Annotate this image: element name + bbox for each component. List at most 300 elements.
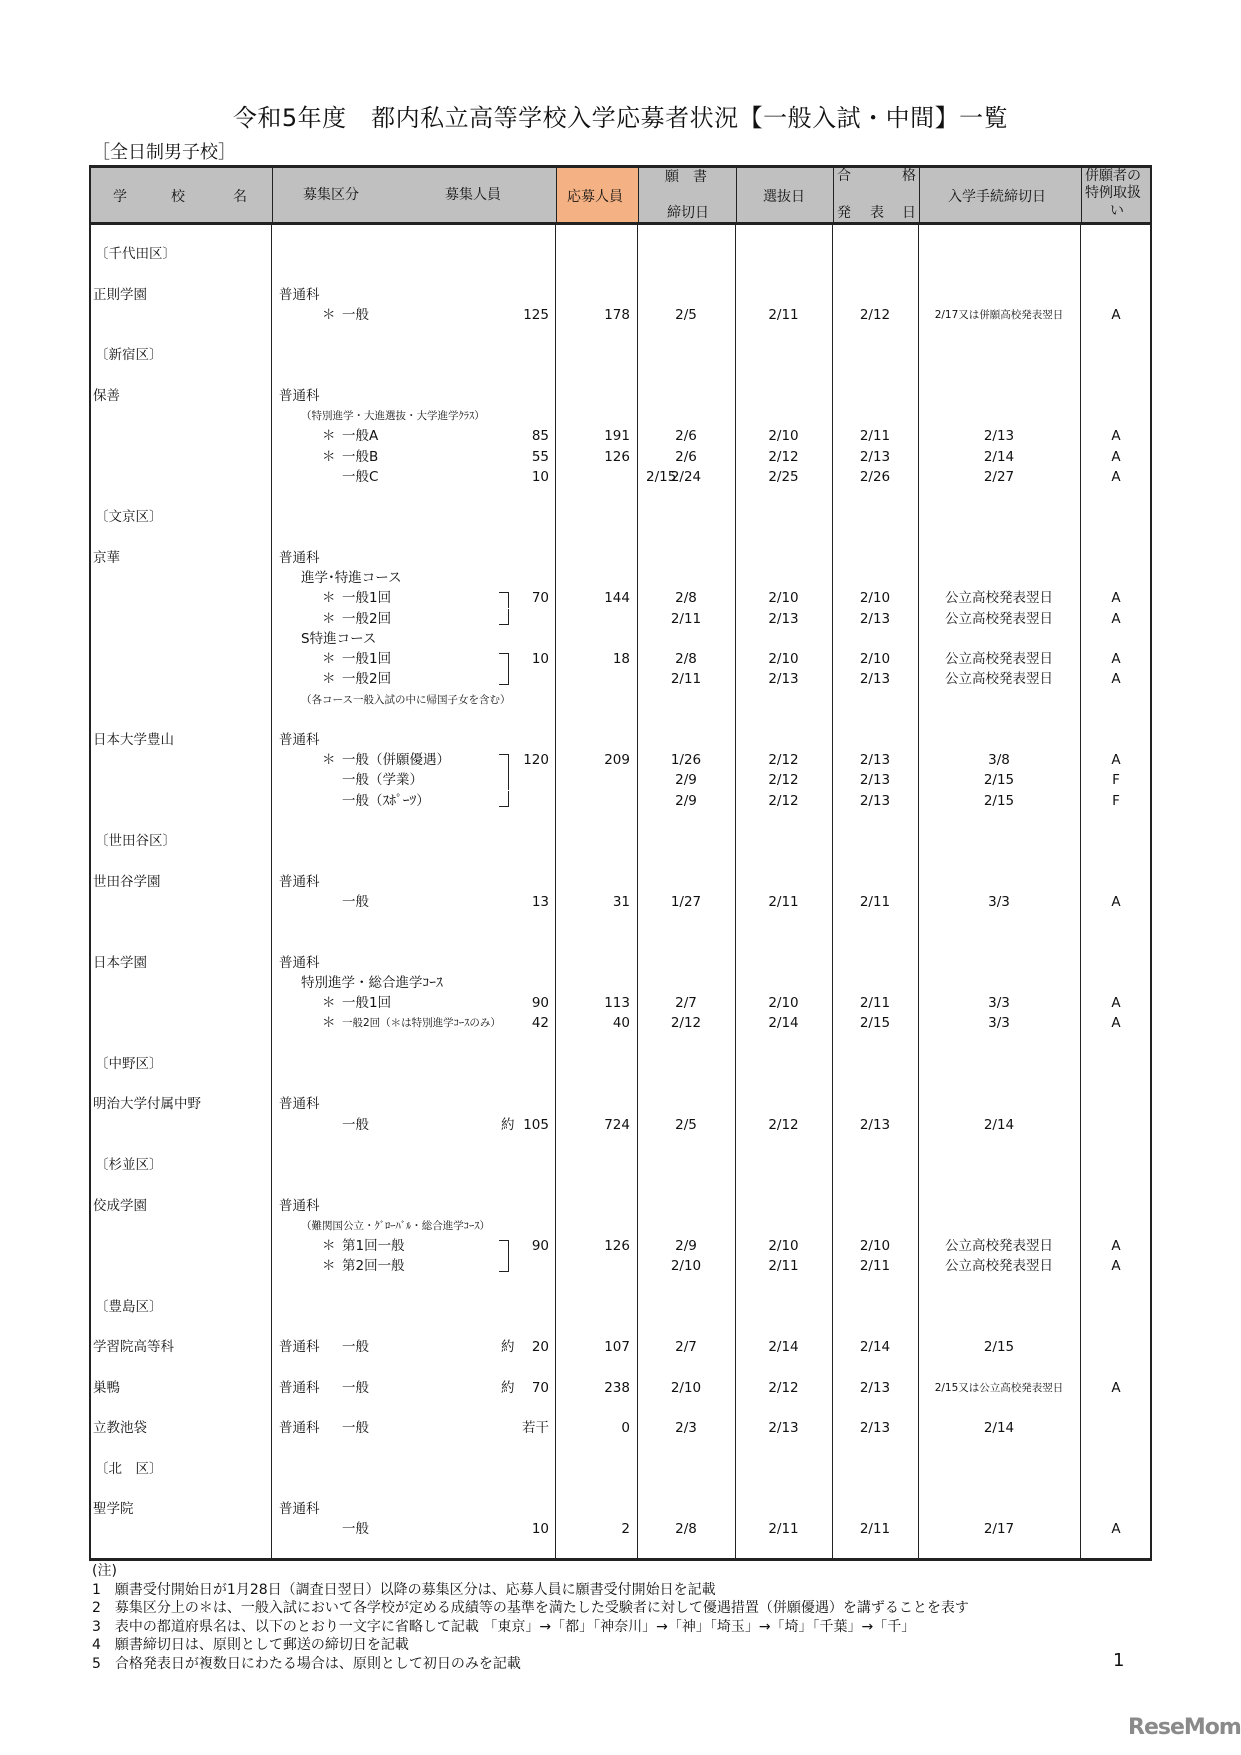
- result-date: 2/13: [859, 671, 891, 688]
- exam-date: 2/14: [768, 1015, 799, 1032]
- capacity-value: 125: [523, 306, 549, 323]
- table-row: [91, 872, 1150, 892]
- special-handling: A: [1111, 893, 1121, 910]
- result-date: 2/11: [859, 1258, 891, 1275]
- procedure-deadline: 公立高校発表翌日: [945, 610, 1053, 627]
- division-item: 一般: [342, 1521, 369, 1538]
- special-handling: A: [1111, 995, 1121, 1012]
- special-handling: A: [1111, 671, 1121, 688]
- header-deadline-1: 願 書: [665, 169, 707, 185]
- table-row-blank: [91, 487, 1150, 507]
- preferential-mark: ＊: [322, 995, 336, 1012]
- table-row: [91, 1115, 1150, 1135]
- exam-date: 2/25: [768, 468, 799, 485]
- approx-mark: 約: [501, 1116, 515, 1133]
- table-row: [91, 568, 1150, 588]
- exam-date: 2/10: [768, 428, 799, 445]
- table-row-blank: [91, 1175, 1150, 1195]
- procedure-deadline: 2/13: [983, 428, 1015, 445]
- deadline-date: 2/10: [670, 1379, 702, 1396]
- applicants-value: 191: [604, 428, 630, 445]
- note-item: 5 合格発表日が複数日にわたる場合は、原則として初日のみを記載: [92, 1655, 521, 1672]
- exam-date: 2/13: [768, 1420, 799, 1437]
- table-row: [91, 973, 1150, 993]
- school-name: 保善: [93, 387, 120, 404]
- table-row: [91, 993, 1150, 1013]
- table-row: [91, 305, 1150, 325]
- table-row: [91, 892, 1150, 912]
- deadline-date: 2/11: [670, 610, 702, 627]
- header-exam-label: 選抜日: [763, 189, 805, 205]
- bracket-line: [499, 1256, 509, 1272]
- capacity-value: 10: [531, 651, 549, 668]
- deadline-date: 2/10: [670, 1258, 702, 1275]
- school-name: 聖学院: [93, 1501, 134, 1518]
- table-row-blank: [91, 1398, 1150, 1418]
- exam-date: 2/10: [768, 590, 799, 607]
- result-date: 2/10: [859, 1238, 891, 1254]
- deadline-date: 2/9: [675, 1238, 697, 1254]
- page-number: 1: [1113, 1650, 1125, 1671]
- table-row-blank: [91, 1357, 1150, 1377]
- result-date: 2/10: [859, 651, 891, 668]
- table-row: [91, 244, 1150, 264]
- table-row: [91, 1378, 1150, 1398]
- applicants-value: 724: [604, 1116, 630, 1133]
- table-row-blank: [91, 932, 1150, 952]
- notes: [92, 1562, 969, 1674]
- applicants-value: 40: [612, 1015, 630, 1032]
- header-procedure-label: 入学手続締切日: [948, 189, 1046, 205]
- result-date: 2/13: [859, 1420, 891, 1437]
- bracket-line: [499, 791, 509, 807]
- deadline-date: 2/9: [675, 772, 697, 789]
- result-date: 2/13: [859, 1379, 891, 1396]
- special-handling: A: [1111, 590, 1121, 607]
- procedure-deadline: 公立高校発表翌日: [945, 1258, 1053, 1275]
- capacity-value: 10: [531, 468, 549, 485]
- result-date: 2/15: [859, 1015, 891, 1032]
- special-handling: A: [1111, 651, 1121, 668]
- course-name: 普通科: [279, 873, 320, 890]
- table-row-blank: [91, 1438, 1150, 1458]
- school-name: 日本学園: [93, 954, 147, 971]
- applicants-value: 178: [604, 306, 630, 323]
- division-item: 一般1回: [342, 651, 392, 668]
- applicants-value: 126: [604, 448, 630, 465]
- preferential-mark: ＊: [322, 590, 336, 607]
- table-row: [91, 588, 1150, 608]
- division-item: 一般B: [342, 448, 379, 465]
- exam-date: 2/13: [768, 610, 799, 627]
- division-item: 一般: [342, 1379, 369, 1396]
- preferential-mark: ＊: [322, 1258, 336, 1275]
- district-label: 〔千代田区〕: [95, 246, 176, 263]
- table-row: [91, 426, 1150, 446]
- header-division-label: 募集区分: [303, 187, 359, 203]
- deadline-date: 1/27: [670, 893, 702, 910]
- special-handling: A: [1111, 1379, 1121, 1396]
- bracket-line: [499, 770, 509, 790]
- school-name: 学習院高等科: [93, 1339, 174, 1356]
- procedure-deadline: 2/14: [983, 1116, 1015, 1133]
- district-label: 〔文京区〕: [95, 509, 163, 526]
- capacity-value: 10: [531, 1521, 549, 1538]
- special-handling: A: [1111, 1015, 1121, 1032]
- table-row: [91, 345, 1150, 365]
- division-item: 一般（併願優遇）: [342, 752, 450, 769]
- procedure-deadline: 公立高校発表翌日: [945, 1238, 1053, 1254]
- procedure-deadline: 3/3: [988, 893, 1010, 910]
- table-row-blank: [91, 1479, 1150, 1499]
- header-result-1: 合: [837, 168, 851, 184]
- course-name: 普通科: [279, 954, 320, 971]
- course-name: 普通科: [279, 1501, 320, 1518]
- division-item: 一般: [342, 1339, 369, 1356]
- header-division: [273, 168, 557, 222]
- note-item: 4 願書締切日は、原則として郵送の締切日を記載: [92, 1637, 409, 1654]
- header-special-3: い: [1110, 203, 1124, 219]
- deadline-date: 1/26: [670, 752, 702, 769]
- procedure-deadline: 2/17: [983, 1521, 1015, 1538]
- header-procedure: [920, 168, 1082, 222]
- table-row: [91, 548, 1150, 568]
- applicants-value: 238: [604, 1379, 630, 1396]
- table-row-blank: [91, 528, 1150, 548]
- deadline-date: 2/24: [670, 468, 702, 485]
- special-handling: A: [1111, 428, 1121, 445]
- preferential-mark: ＊: [322, 306, 336, 323]
- capacity-value: 55: [531, 448, 549, 465]
- result-date: 2/13: [859, 610, 891, 627]
- course-subgroup: （難関国公立・ｸﾞﾛｰﾊﾞﾙ・総合進学ｺｰｽ）: [301, 1219, 490, 1232]
- table-row: [91, 629, 1150, 649]
- division-item: 一般1回: [342, 995, 392, 1012]
- district-label: 〔豊島区〕: [95, 1298, 163, 1315]
- table-row-blank: [91, 366, 1150, 386]
- exam-date: 2/11: [768, 1521, 799, 1538]
- special-handling: A: [1111, 752, 1121, 769]
- header-school-1: 学: [113, 189, 127, 205]
- special-handling: F: [1112, 792, 1120, 809]
- header-capacity-label: 募集人員: [445, 187, 501, 203]
- deadline-date: 2/8: [675, 651, 697, 668]
- capacity-value: 13: [531, 893, 549, 910]
- school-name: 立教池袋: [93, 1420, 147, 1437]
- header-result: [834, 168, 920, 222]
- course-name: 普通科: [279, 1096, 320, 1113]
- preferential-mark: ＊: [322, 671, 336, 688]
- deadline-date: 2/7: [675, 1339, 697, 1356]
- division-item: 一般: [342, 1116, 369, 1133]
- page-title: 令和5年度 都内私立高等学校入学応募者状況【一般入試・中間】一覧: [232, 104, 1009, 132]
- header-applicants-label: 応募人員: [567, 189, 623, 205]
- exam-date: 2/10: [768, 995, 799, 1012]
- header-deadline-2: 締切日: [667, 205, 709, 221]
- result-date: 2/14: [859, 1339, 891, 1356]
- section-title: ［全日制男子校］: [92, 142, 236, 163]
- district-label: 〔世田谷区〕: [95, 833, 176, 850]
- table-row: [91, 1256, 1150, 1276]
- header-exam: [737, 168, 834, 222]
- exam-date: 2/12: [768, 1116, 799, 1133]
- division-item: 一般2回: [342, 671, 392, 688]
- exam-date: 2/11: [768, 1258, 799, 1275]
- applicants-value: 18: [612, 651, 630, 668]
- table-row: [91, 1459, 1150, 1479]
- table-row-blank: [91, 1034, 1150, 1054]
- special-handling: A: [1111, 610, 1121, 627]
- special-handling: A: [1111, 448, 1121, 465]
- exam-date: 2/12: [768, 772, 799, 789]
- division-item: 一般C: [342, 468, 379, 485]
- table-row: [91, 730, 1150, 750]
- table-row-blank: [91, 912, 1150, 932]
- header-result-2: 格: [902, 168, 916, 184]
- course-name: 普通科: [279, 286, 320, 303]
- course-subgroup: 特別進学・総合進学ｺｰｽ: [301, 974, 443, 991]
- exam-date: 2/14: [768, 1339, 799, 1356]
- table-row: [91, 609, 1150, 629]
- header-special-2: 特例取扱: [1085, 185, 1141, 201]
- header-school-2: 校: [171, 189, 185, 205]
- division-item: 一般: [342, 893, 369, 910]
- capacity-value: 120: [523, 752, 549, 769]
- course-subgroup: （特別進学・大進選抜・大学進学ｸﾗｽ）: [301, 410, 485, 423]
- course-subgroup: S特進コース: [301, 630, 377, 647]
- capacity-value: 105: [523, 1116, 549, 1133]
- procedure-deadline: 2/17又は併願高校発表翌日: [934, 308, 1064, 321]
- applicants-value: 113: [604, 995, 630, 1012]
- preferential-mark: ＊: [322, 428, 336, 445]
- deadline-date: 2/8: [675, 590, 697, 607]
- applicants-value: 144: [604, 590, 630, 607]
- table-row: [91, 791, 1150, 811]
- exam-date: 2/13: [768, 671, 799, 688]
- table-row: [91, 467, 1150, 487]
- preferential-mark: ＊: [322, 651, 336, 668]
- table-row: [91, 1337, 1150, 1357]
- course-name: 普通科: [279, 1197, 320, 1214]
- table-row: [91, 1519, 1150, 1539]
- result-date: 2/11: [859, 428, 891, 445]
- bracket-line: [499, 653, 509, 669]
- exam-date: 2/12: [768, 1379, 799, 1396]
- header-school-3: 名: [233, 189, 247, 205]
- course-subgroup: （各コース一般入試の中に帰国子女を含む）: [301, 693, 511, 706]
- table-row: [91, 1418, 1150, 1438]
- table-row: [91, 1499, 1150, 1519]
- result-date: 2/10: [859, 590, 891, 607]
- header-result-5: 日: [902, 205, 916, 221]
- applicants-value: 31: [612, 893, 630, 910]
- applicants-value: 126: [604, 1238, 630, 1254]
- school-name: 佼成学園: [93, 1197, 147, 1214]
- header-deadline: [639, 168, 737, 222]
- result-date: 2/13: [859, 448, 891, 465]
- table-row-blank: [91, 224, 1150, 244]
- exam-date: 2/10: [768, 651, 799, 668]
- resemom-logo: ReseMom: [1128, 1715, 1241, 1740]
- course-name: 普通科: [279, 1339, 320, 1356]
- result-date: 2/11: [859, 1521, 891, 1538]
- applicants-value: 209: [604, 752, 630, 769]
- exam-date: 2/10: [768, 1238, 799, 1254]
- procedure-deadline: 2/27: [983, 468, 1015, 485]
- table-body: [89, 224, 1152, 1561]
- district-label: 〔杉並区〕: [95, 1157, 163, 1174]
- result-date: 2/11: [859, 893, 891, 910]
- school-name: 世田谷学園: [93, 873, 161, 890]
- special-handling: A: [1111, 468, 1121, 485]
- table-row: [91, 386, 1150, 406]
- capacity-value: 20: [531, 1339, 549, 1356]
- exam-date: 2/11: [768, 306, 799, 323]
- bracket-line: [499, 754, 509, 770]
- header-applicants: [557, 168, 639, 222]
- deadline-date: 2/5: [675, 1116, 697, 1133]
- table-row-blank: [91, 325, 1150, 345]
- procedure-deadline: 公立高校発表翌日: [945, 651, 1053, 668]
- capacity-value: 若干: [522, 1420, 549, 1437]
- deadline-date: 2/6: [675, 448, 697, 465]
- table-row: [91, 649, 1150, 669]
- header-special-1: 併願者の: [1085, 168, 1141, 184]
- table-row-blank: [91, 1540, 1150, 1560]
- table-row: [91, 953, 1150, 973]
- deadline-date: 2/9: [675, 792, 697, 809]
- result-date: 2/12: [859, 306, 891, 323]
- procedure-deadline: 3/8: [988, 752, 1010, 769]
- procedure-deadline: 2/14: [983, 1420, 1015, 1437]
- table-row-blank: [91, 264, 1150, 284]
- preferential-mark: ＊: [322, 610, 336, 627]
- procedure-deadline: 公立高校発表翌日: [945, 590, 1053, 607]
- bracket-line: [499, 669, 509, 685]
- result-date: 2/13: [859, 752, 891, 769]
- exam-date: 2/12: [768, 792, 799, 809]
- district-label: 〔北 区〕: [95, 1460, 163, 1477]
- course-name: 普通科: [279, 1379, 320, 1396]
- bracket-line: [499, 1240, 509, 1256]
- exam-date: 2/12: [768, 448, 799, 465]
- school-name: 明治大学付属中野: [93, 1096, 201, 1113]
- table-row: [91, 447, 1150, 467]
- result-date: 2/13: [859, 1116, 891, 1133]
- capacity-value: 85: [531, 428, 549, 445]
- procedure-deadline: 3/3: [988, 995, 1010, 1012]
- table-row: [91, 1216, 1150, 1236]
- school-name: 日本大学豊山: [93, 732, 174, 748]
- table-row-blank: [91, 1317, 1150, 1337]
- table-header: [89, 165, 1152, 225]
- bracket-line: [499, 609, 509, 625]
- table-row-blank: [91, 1276, 1150, 1296]
- division-item: 一般: [342, 306, 369, 323]
- course-subgroup: 進学･特進コース: [301, 570, 402, 587]
- division-item: 一般（ｽﾎﾟｰﾂ）: [342, 792, 430, 809]
- deadline-date: 2/5: [675, 306, 697, 323]
- school-name: 正則学園: [93, 286, 147, 303]
- preferential-mark: ＊: [322, 1238, 336, 1254]
- applicants-value: 107: [604, 1339, 630, 1356]
- special-handling: A: [1111, 1521, 1121, 1538]
- capacity-value: 90: [531, 995, 549, 1012]
- table-row: [91, 406, 1150, 426]
- table-row: [91, 770, 1150, 790]
- application-start-date: 2/15: [646, 468, 677, 485]
- table-row: [91, 750, 1150, 770]
- result-date: 2/11: [859, 995, 891, 1012]
- course-name: 普通科: [279, 549, 320, 566]
- special-handling: F: [1112, 772, 1120, 789]
- district-label: 〔新宿区〕: [95, 347, 163, 364]
- capacity-value: 90: [531, 1238, 549, 1254]
- notes-heading: (注): [92, 1563, 117, 1579]
- table-row-blank: [91, 811, 1150, 831]
- deadline-date: 2/3: [675, 1420, 697, 1437]
- result-date: 2/13: [859, 772, 891, 789]
- procedure-deadline: 2/15又は公立高校発表翌日: [934, 1381, 1064, 1394]
- result-date: 2/26: [859, 468, 891, 485]
- table-row: [91, 1094, 1150, 1114]
- applicants-value: 2: [621, 1521, 630, 1538]
- bracket-line: [499, 592, 509, 608]
- procedure-deadline: 2/15: [983, 772, 1015, 789]
- table-row: [91, 690, 1150, 710]
- deadline-date: 2/12: [670, 1015, 702, 1032]
- table-row: [91, 669, 1150, 689]
- table-row: [91, 1054, 1150, 1074]
- division-item: 一般2回: [342, 610, 392, 627]
- table-row-blank: [91, 851, 1150, 871]
- table-row-blank: [91, 1074, 1150, 1094]
- table-row: [91, 1196, 1150, 1216]
- approx-mark: 約: [501, 1379, 515, 1396]
- special-handling: A: [1111, 306, 1121, 323]
- division-item: 第1回一般: [342, 1238, 405, 1254]
- deadline-date: 2/11: [670, 671, 702, 688]
- division-item: 一般1回: [342, 590, 392, 607]
- school-name: 巣鴨: [93, 1379, 120, 1396]
- deadline-date: 2/8: [675, 1521, 697, 1538]
- preferential-mark: ＊: [322, 752, 336, 769]
- result-date: 2/13: [859, 792, 891, 809]
- division-item: 第2回一般: [342, 1258, 405, 1275]
- capacity-value: 70: [531, 1379, 549, 1396]
- note-item: 3 表中の都道府県名は、以下のとおり一文字に省略して記載 「東京」→「都」「神奈川」→「神」「埼玉」→「埼」「千葉」→「千」: [92, 1618, 916, 1635]
- preferential-mark: ＊: [322, 1015, 336, 1032]
- division-item: 一般: [342, 1420, 369, 1437]
- preferential-mark: ＊: [322, 448, 336, 465]
- table-row-blank: [91, 1135, 1150, 1155]
- procedure-deadline: 2/15: [983, 792, 1015, 809]
- table-row: [91, 507, 1150, 527]
- table-row: [91, 831, 1150, 851]
- procedure-deadline: 2/15: [983, 1339, 1015, 1356]
- special-handling: A: [1111, 1238, 1121, 1254]
- header-special: [1082, 168, 1152, 222]
- table-row: [91, 285, 1150, 305]
- division-item: 一般A: [342, 428, 379, 445]
- header-school: [91, 168, 273, 222]
- table-row: [91, 1013, 1150, 1033]
- division-item: 一般2回（＊は特別進学ｺｰｽのみ）: [342, 1017, 501, 1030]
- table-row: [91, 1155, 1150, 1175]
- capacity-value: 42: [531, 1015, 549, 1032]
- special-handling: A: [1111, 1258, 1121, 1275]
- exam-date: 2/11: [768, 893, 799, 910]
